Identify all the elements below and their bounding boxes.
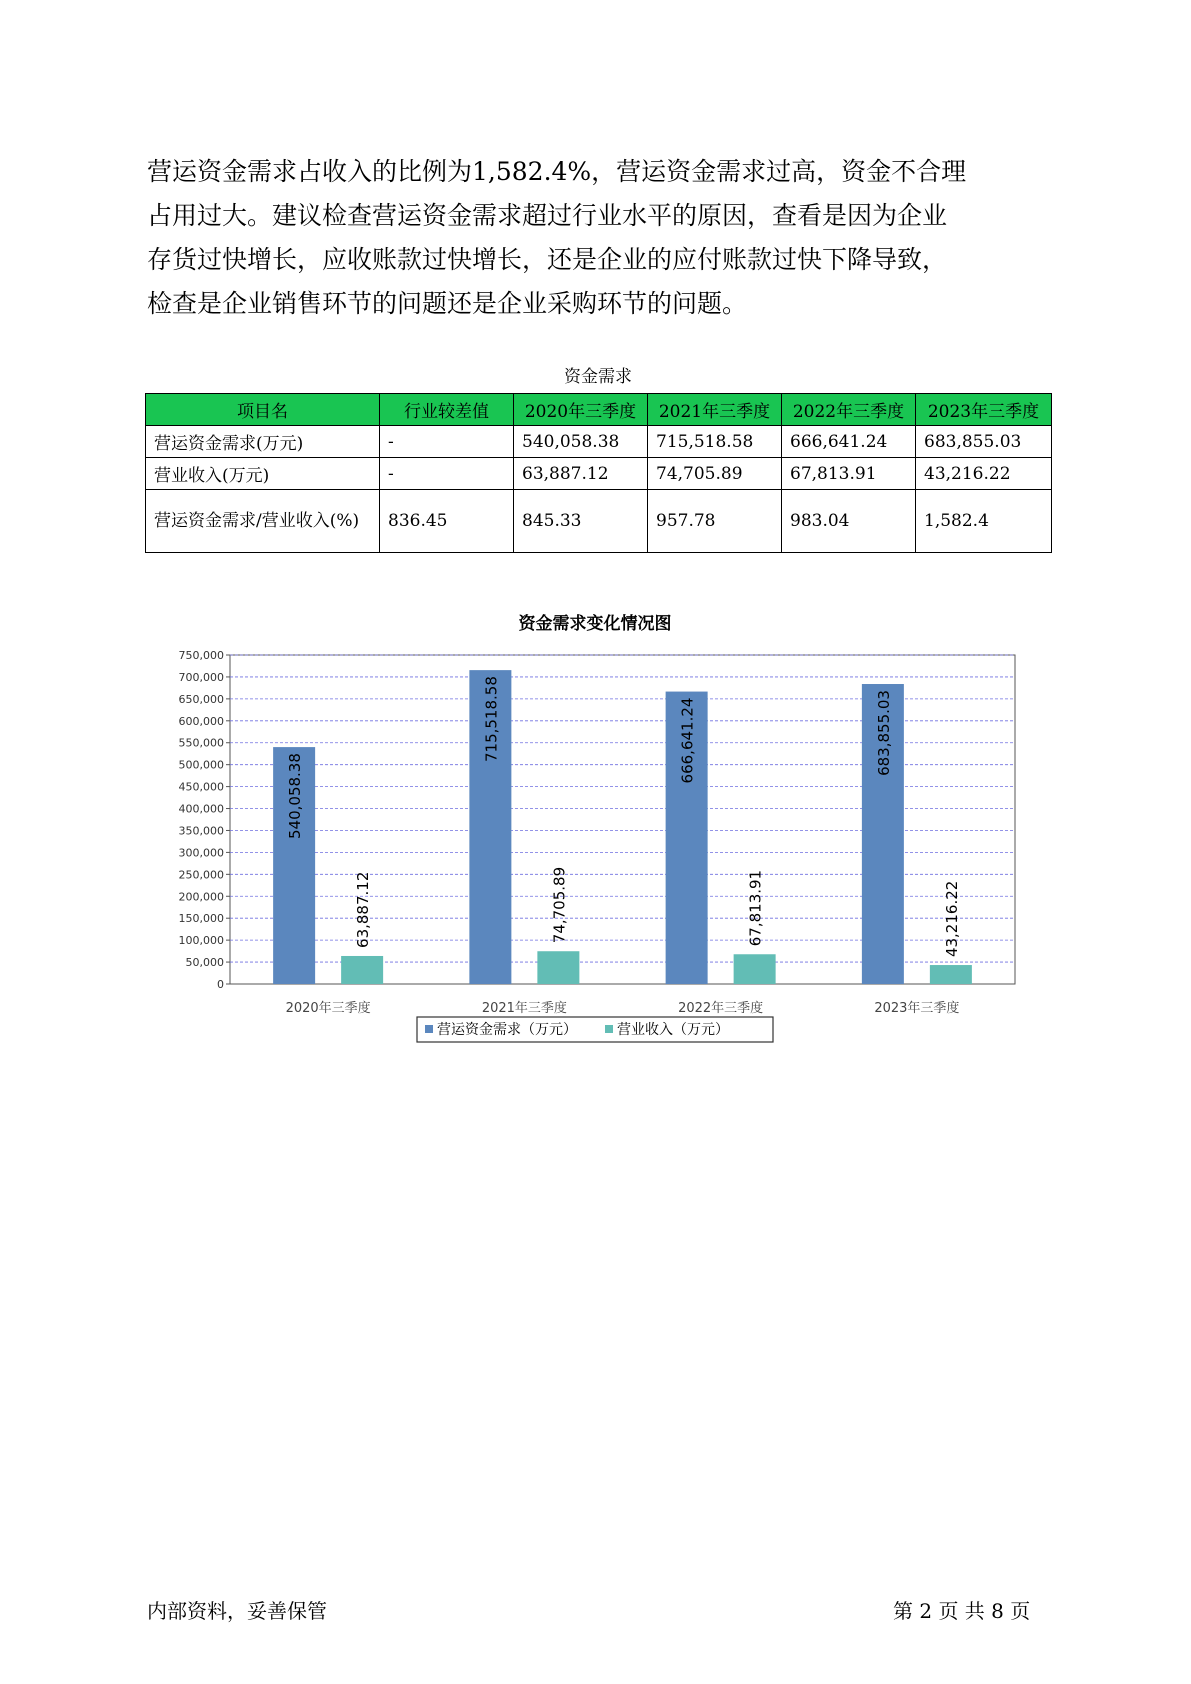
data-label: 74,705.89 bbox=[550, 866, 569, 944]
chart-title: 资金需求变化情况图 bbox=[518, 614, 672, 634]
table-header-row bbox=[146, 394, 1052, 426]
data-label: 63,887.12 bbox=[354, 871, 373, 948]
column-header: 2021年三季度 bbox=[648, 394, 782, 426]
data-label: 67,813.91 bbox=[746, 869, 765, 947]
table-cell: 683,855.03 bbox=[916, 426, 1052, 458]
bar bbox=[341, 956, 383, 984]
footer-page-number: 第 2 页 共 8 页 bbox=[893, 1599, 1031, 1623]
table-cell: - bbox=[380, 426, 514, 458]
y-tick-label: 300,000 bbox=[178, 846, 224, 860]
table-cell: 1,582.4 bbox=[916, 490, 1052, 553]
y-tick-label: 0 bbox=[217, 978, 224, 991]
table-cell: 43,216.22 bbox=[916, 458, 1052, 490]
column-header: 2022年三季度 bbox=[782, 394, 916, 426]
y-tick-label: 350,000 bbox=[178, 824, 224, 838]
column-header: 2020年三季度 bbox=[514, 394, 648, 426]
table-cell: 540,058.38 bbox=[514, 426, 648, 458]
y-tick-label: 500,000 bbox=[178, 758, 224, 772]
table-caption: 资金需求 bbox=[564, 367, 632, 387]
table-cell: 957.78 bbox=[648, 490, 782, 553]
data-label: 715,518.58 bbox=[482, 676, 501, 763]
table-cell: 63,887.12 bbox=[514, 458, 648, 490]
bar bbox=[930, 965, 972, 984]
footer-confidential-note: 内部资料，妥善保管 bbox=[147, 1599, 327, 1623]
funding-demand-table bbox=[145, 393, 1052, 553]
table-cell: 营运资金需求(万元) bbox=[146, 426, 380, 458]
y-tick-label: 100,000 bbox=[178, 934, 224, 948]
table-cell: 营业收入(万元) bbox=[146, 458, 380, 490]
column-header: 行业较差值 bbox=[380, 394, 514, 426]
table-cell: 666,641.24 bbox=[782, 426, 916, 458]
y-tick-label: 150,000 bbox=[178, 912, 224, 926]
paragraph-line: 存货过快增长，应收账款过快增长，还是企业的应付账款过快下降导致， bbox=[147, 245, 948, 274]
y-tick-label: 400,000 bbox=[178, 802, 224, 816]
table-row bbox=[146, 426, 1052, 458]
table-cell: 营运资金需求/营业收入(%) bbox=[146, 490, 380, 553]
y-tick-label: 550,000 bbox=[178, 736, 224, 750]
y-tick-label: 200,000 bbox=[178, 890, 224, 904]
y-tick-label: 700,000 bbox=[178, 670, 224, 684]
column-header: 2023年三季度 bbox=[916, 394, 1052, 426]
y-tick-label: 250,000 bbox=[178, 868, 224, 882]
y-tick-label: 750,000 bbox=[178, 649, 224, 662]
legend-swatch bbox=[425, 1025, 433, 1033]
y-tick-label: 600,000 bbox=[178, 714, 224, 728]
table-cell: 836.45 bbox=[380, 490, 514, 553]
paragraph-line: 营运资金需求占收入的比例为1,582.4%，营运资金需求过高，资金不合理 bbox=[147, 157, 967, 186]
x-tick-label: 2022年三季度 bbox=[678, 1001, 764, 1016]
paragraph-line: 占用过大。建议检查营运资金需求超过行业水平的原因，查看是因为企业 bbox=[147, 201, 948, 230]
bar bbox=[537, 951, 579, 984]
chart-canvas bbox=[170, 605, 1020, 1060]
table-cell: 74,705.89 bbox=[648, 458, 782, 490]
data-label: 666,641.24 bbox=[678, 697, 697, 784]
x-tick-label: 2020年三季度 bbox=[285, 1001, 371, 1016]
legend-label: 营运资金需求（万元） bbox=[437, 1022, 577, 1038]
data-label: 540,058.38 bbox=[286, 753, 305, 839]
table-row bbox=[146, 458, 1052, 490]
x-tick-label: 2023年三季度 bbox=[874, 1001, 960, 1016]
data-label: 683,855.03 bbox=[874, 690, 893, 776]
table-cell: 67,813.91 bbox=[782, 458, 916, 490]
table-cell: - bbox=[380, 458, 514, 490]
table-cell: 983.04 bbox=[782, 490, 916, 553]
x-tick-label: 2021年三季度 bbox=[481, 1001, 567, 1016]
paragraph-line: 检查是企业销售环节的问题还是企业采购环节的问题。 bbox=[147, 289, 748, 318]
table-cell: 845.33 bbox=[514, 490, 648, 553]
legend-swatch bbox=[605, 1025, 613, 1033]
y-tick-label: 50,000 bbox=[185, 956, 224, 970]
data-label: 43,216.22 bbox=[942, 880, 961, 958]
table-row bbox=[146, 490, 1052, 553]
column-header: 项目名 bbox=[146, 394, 380, 426]
bar bbox=[734, 954, 776, 984]
table-cell: 715,518.58 bbox=[648, 426, 782, 458]
funding-demand-chart bbox=[170, 605, 1020, 1060]
analysis-paragraph bbox=[147, 150, 1057, 326]
y-tick-label: 450,000 bbox=[178, 780, 224, 794]
legend-label: 营业收入（万元） bbox=[617, 1022, 729, 1038]
y-tick-label: 650,000 bbox=[178, 692, 224, 706]
